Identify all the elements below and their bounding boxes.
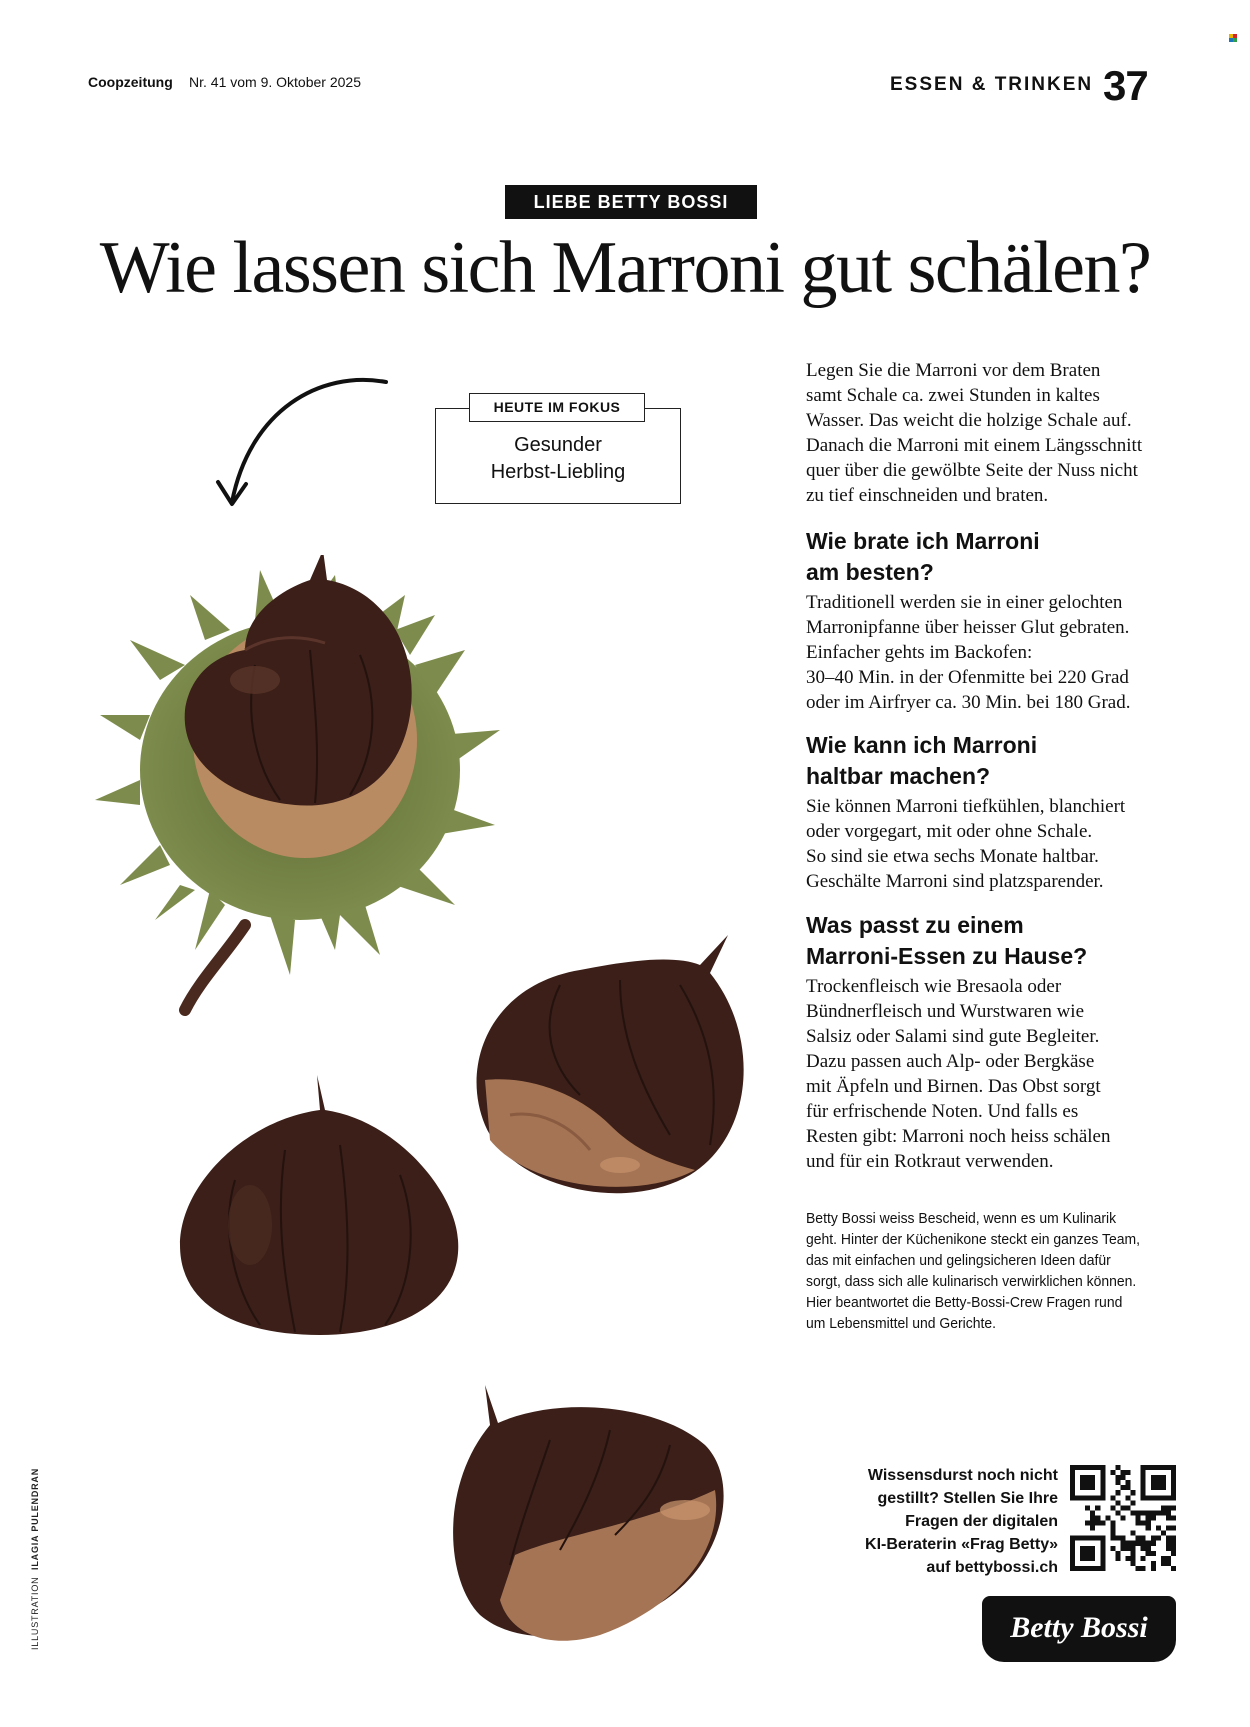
qr-code-icon[interactable] [1070,1465,1176,1571]
text-line: Marronipfanne über heisser Glut gebraten. [806,617,1130,638]
answer-paragraph-2 [806,794,1196,894]
focus-line-2: Herbst-Liebling [490,461,626,483]
text-line: KI-Beraterin «Frag Betty» [865,1536,1058,1553]
text-line: Sie können Marroni tiefkühlen, blanchiert [806,796,1126,817]
text-line: das mit einfachen und gelingsicheren Ideen dafür [806,1252,1111,1269]
issue-info: Nr. 41 vom 9. Oktober 2025 [189,74,361,90]
betty-bossi-logo: Betty Bossi [982,1596,1176,1662]
question-heading-1 [806,526,1196,588]
credit-name: ILAGIA PULENDRAN [30,1467,40,1570]
heading-line: Was passt zu einem [806,912,1024,938]
text-line: oder im Airfryer ca. 30 Min. bei 180 Grad. [806,692,1131,713]
text-line: Resten gibt: Marroni noch heiss schälen [806,1126,1111,1147]
focus-text [438,432,678,486]
text-line: mit Äpfeln und Birnen. Das Obst sorgt [806,1076,1101,1097]
text-line: Betty Bossi weiss Bescheid, wenn es um Kulinarik [806,1210,1117,1227]
heading-line: Wie brate ich Marroni [806,528,1040,554]
text-line: Dazu passen auch Alp- oder Bergkäse [806,1051,1095,1072]
registration-mark-icon [1229,34,1237,42]
text-line: 30–40 Min. in der Ofenmitte bei 220 Grad [806,667,1129,688]
intro-paragraph [806,358,1196,508]
heading-line: Marroni-Essen zu Hause? [806,943,1088,969]
credit-label: ILLUSTRATION [30,1576,40,1650]
text-line: und für ein Rotkraut verwenden. [806,1151,1054,1172]
text-line: für erfrischende Noten. Und falls es [806,1101,1079,1122]
text-line: Traditionell werden sie in einer gelochten [806,592,1123,613]
publication-name: Coopzeitung [88,74,173,90]
headline: Wie lassen sich Marroni gut schälen? [99,227,1151,309]
illustration-credit [30,1468,40,1650]
text-line: Trockenfleisch wie Bresaola oder [806,976,1062,997]
text-line: Wissensdurst noch nicht [867,1467,1058,1484]
page-number: 37 [1103,62,1148,109]
answer-paragraph-1 [806,590,1196,715]
chestnut-icon [175,1070,465,1345]
answer-paragraph-3 [806,974,1196,1174]
text-line: samt Schale ca. zwei Stunden in kaltes [806,385,1100,406]
text-line: Einfacher gehts im Backofen: [806,642,1033,663]
text-line: So sind sie etwa sechs Monate haltbar. [806,846,1099,867]
text-line: um Lebensmittel und Gerichte. [806,1315,996,1332]
heading-line: am besten? [806,559,934,585]
text-line: oder vorgegart, mit oder ohne Schale. [806,821,1093,842]
curved-arrow-icon [200,370,400,520]
author-bio [806,1208,1187,1334]
chestnut-icon [470,925,760,1200]
text-line: zu tief einschneiden und braten. [806,485,1049,506]
question-heading-2 [806,730,1196,792]
text-line: Hier beantwortet die Betty-Bossi-Crew Fragen rund [806,1294,1123,1311]
heading-line: Wie kann ich Marroni [806,732,1038,758]
question-heading-3 [806,910,1196,972]
text-line: sorgt, dass sich alle kulinarisch verwirklichen können. [806,1273,1137,1290]
focus-line-1: Gesunder [514,434,602,456]
call-to-action [826,1464,1058,1579]
text-line: Legen Sie die Marroni vor dem Braten [806,360,1101,381]
kicker-label: LIEBE BETTY BOSSI [505,185,757,219]
chestnut-icon [440,1385,730,1655]
heading-line: haltbar machen? [806,763,991,789]
text-line: quer über die gewölbte Seite der Nuss nicht [806,460,1138,481]
text-line: gestillt? Stellen Sie Ihre [877,1490,1058,1507]
chestnut-in-burr-icon [95,555,525,1025]
text-line: Fragen der digitalen [905,1513,1058,1530]
focus-tag: HEUTE IM FOKUS [469,393,645,422]
text-line: Wasser. Das weicht die holzige Schale auf. [806,410,1132,431]
text-line: Salsiz oder Salami sind gute Begleiter. [806,1026,1100,1047]
section-title: ESSEN & TRINKEN [890,74,1094,95]
cta-link[interactable]: auf bettybossi.ch [926,1559,1058,1576]
text-line: geht. Hinter der Küchenikone steckt ein ganzes Team, [806,1231,1140,1248]
text-line: Geschälte Marroni sind platzsparender. [806,871,1104,892]
text-line: Danach die Marroni mit einem Längsschnitt [806,435,1143,456]
text-line: Bündnerfleisch und Wurstwaren wie [806,1001,1085,1022]
